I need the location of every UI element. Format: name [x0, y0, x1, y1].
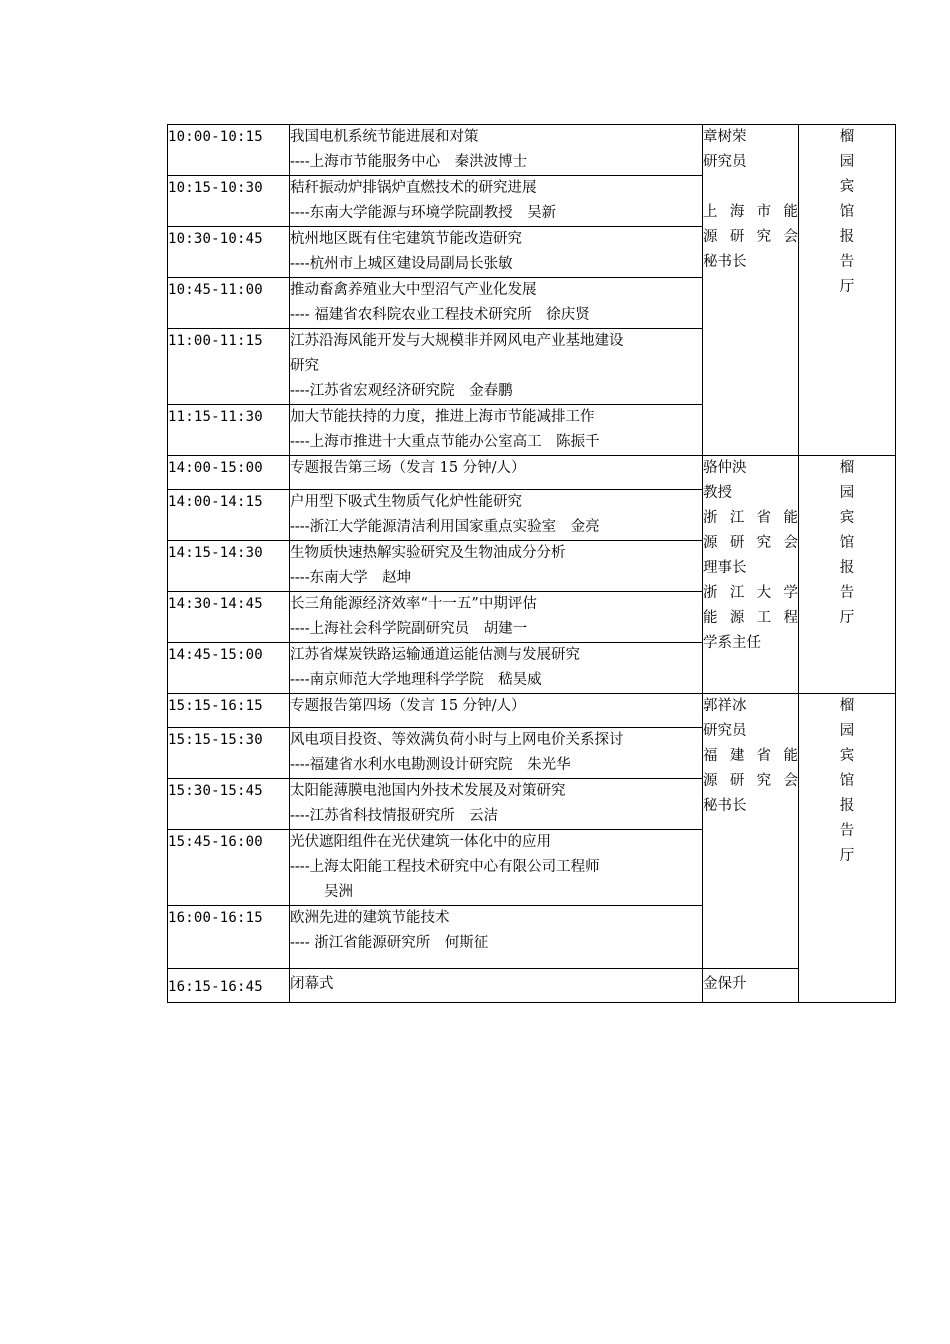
venue-char: 告	[839, 585, 855, 601]
venue-char: 榴	[839, 698, 855, 714]
talk-title: 我国电机系统节能进展和对策	[290, 129, 479, 145]
talk-title: 生物质快速热解实验研究及生物油成分分析	[290, 545, 566, 561]
venue-char: 馆	[839, 204, 855, 220]
chair-line: 浙江大学	[703, 585, 798, 601]
time-cell: 10:00-10:15	[168, 125, 290, 176]
talk-cell	[290, 125, 703, 176]
chair-line: 福建省能	[703, 748, 798, 764]
venue-char: 宾	[839, 748, 855, 764]
chair-cell	[703, 694, 799, 969]
venue-char: 厅	[839, 610, 855, 626]
schedule-table	[167, 124, 896, 1003]
talk-cell	[290, 728, 703, 779]
chair-line: 上海市能	[703, 204, 798, 220]
chair-line: 骆仲泱	[703, 460, 747, 476]
venue-cell	[799, 694, 896, 1003]
talk-speaker: ----江苏省宏观经济研究院 金春鹏	[290, 383, 513, 399]
table-row	[168, 694, 896, 728]
time-cell: 10:45-11:00	[168, 278, 290, 329]
table-row	[168, 969, 896, 1003]
talk-speaker: ----东南大学能源与环境学院副教授 吴新	[290, 205, 557, 221]
time-cell: 16:00-16:15	[168, 906, 290, 969]
venue-char: 园	[839, 485, 855, 501]
venue-char: 报	[839, 798, 855, 814]
chair-line: 金保升	[703, 976, 747, 992]
chair-line: 研究员	[703, 723, 747, 739]
venue-char: 报	[839, 560, 855, 576]
talk-speaker: ----东南大学 赵坤	[290, 570, 412, 586]
chair-line: 理事长	[703, 560, 747, 576]
talk-speaker: ----上海市推进十大重点节能办公室高工 陈振千	[290, 434, 600, 450]
talk-speaker: ----南京师范大学地理科学学院 嵇昊威	[290, 672, 542, 688]
talk-title: 秸秆振动炉排锅炉直燃技术的研究进展	[290, 180, 537, 196]
venue-char: 告	[839, 823, 855, 839]
chair-line	[703, 175, 798, 200]
venue-char: 宾	[839, 510, 855, 526]
chair-line: 源研究会	[703, 535, 798, 551]
talk-speaker: ----江苏省科技情报研究所 云洁	[290, 808, 499, 824]
time-cell: 14:15-14:30	[168, 541, 290, 592]
talk-title: 杭州地区既有住宅建筑节能改造研究	[290, 231, 522, 247]
talk-title: 长三角能源经济效率“十一五”中期评估	[290, 596, 537, 612]
talk-cell	[290, 278, 703, 329]
time-cell: 15:15-16:15	[168, 694, 290, 728]
talk-cell	[290, 830, 703, 906]
venue-char: 厅	[839, 279, 855, 295]
time-cell: 11:00-11:15	[168, 329, 290, 405]
talk-speaker: ---- 浙江省能源研究所 何斯征	[290, 935, 489, 951]
time-cell: 14:00-14:15	[168, 490, 290, 541]
chair-line: 郭祥冰	[703, 698, 747, 714]
talk-speaker: ----福建省水利水电勘测设计研究院 朱光华	[290, 757, 571, 773]
chair-cell	[703, 456, 799, 694]
talk-cell	[290, 329, 703, 405]
talk-cell	[290, 405, 703, 456]
talk-title: 加大节能扶持的力度，推进上海市节能减排工作	[290, 409, 595, 425]
venue-char: 园	[839, 154, 855, 170]
venue-char: 榴	[839, 129, 855, 145]
talk-speaker: ----上海市节能服务中心 秦洪波博士	[290, 154, 528, 170]
closing-cell	[290, 969, 703, 1003]
talk-cell	[290, 779, 703, 830]
time-cell: 14:45-15:00	[168, 643, 290, 694]
talk-title: 风电项目投资、等效满负荷小时与上网电价关系探讨	[290, 732, 624, 748]
talk-speaker: ----上海太阳能工程技术研究中心有限公司工程师	[290, 859, 600, 875]
venue-char: 厅	[839, 848, 855, 864]
talk-cell	[290, 906, 703, 969]
talk-cell	[290, 490, 703, 541]
venue-char: 报	[839, 229, 855, 245]
venue-cell	[799, 456, 896, 694]
chair-line: 章树荣	[703, 129, 747, 145]
talk-cell	[290, 643, 703, 694]
chair-line: 学系主任	[703, 635, 761, 651]
closing-chair	[703, 969, 799, 1003]
talk-speaker: ----上海社会科学院副研究员 胡建一	[290, 621, 528, 637]
talk-title: 欧洲先进的建筑节能技术	[290, 910, 450, 926]
table-row	[168, 456, 896, 490]
time-cell: 16:15-16:45	[168, 969, 290, 1003]
venue-char: 馆	[839, 773, 855, 789]
venue-char: 宾	[839, 179, 855, 195]
chair-line: 源研究会	[703, 773, 798, 789]
talk-speaker: ----杭州市上城区建设局副局长张敏	[290, 256, 513, 272]
talk-title-cont: 研究	[290, 358, 319, 374]
talk-cell	[290, 227, 703, 278]
venue-char: 榴	[839, 460, 855, 476]
session-title: 专题报告第三场（发言 15 分钟/人）	[290, 460, 526, 476]
time-cell: 14:00-15:00	[168, 456, 290, 490]
chair-line: 源研究会	[703, 229, 798, 245]
session-header	[290, 456, 703, 490]
chair-line: 能源工程	[703, 610, 798, 626]
venue-char: 园	[839, 723, 855, 739]
closing-title: 闭幕式	[290, 976, 334, 992]
time-cell: 10:30-10:45	[168, 227, 290, 278]
time-cell: 15:15-15:30	[168, 728, 290, 779]
time-cell: 11:15-11:30	[168, 405, 290, 456]
table-row	[168, 125, 896, 176]
time-cell: 10:15-10:30	[168, 176, 290, 227]
talk-cell	[290, 592, 703, 643]
chair-line: 秘书长	[703, 798, 747, 814]
talk-title: 江苏沿海风能开发与大规模非并网风电产业基地建设	[290, 333, 624, 349]
talk-speaker: ---- 福建省农科院农业工程技术研究所 徐庆贤	[290, 307, 590, 323]
talk-cell	[290, 176, 703, 227]
talk-cell	[290, 541, 703, 592]
talk-title: 江苏省煤炭铁路运输通道运能估测与发展研究	[290, 647, 580, 663]
talk-title: 推动畜禽养殖业大中型沼气产业化发展	[290, 282, 537, 298]
chair-cell	[703, 125, 799, 456]
chair-line: 秘书长	[703, 254, 747, 270]
session-title: 专题报告第四场（发言 15 分钟/人）	[290, 698, 526, 714]
time-cell: 14:30-14:45	[168, 592, 290, 643]
talk-speaker: ----浙江大学能源清洁利用国家重点实验室 金亮	[290, 519, 600, 535]
time-cell: 15:45-16:00	[168, 830, 290, 906]
chair-line: 研究员	[703, 154, 747, 170]
venue-char: 馆	[839, 535, 855, 551]
time-cell: 15:30-15:45	[168, 779, 290, 830]
venue-cell	[799, 125, 896, 456]
venue-char: 告	[839, 254, 855, 270]
talk-speaker-cont: 吴洲	[324, 884, 353, 900]
chair-line: 浙江省能	[703, 510, 798, 526]
talk-title: 太阳能薄膜电池国内外技术发展及对策研究	[290, 783, 566, 799]
chair-line: 教授	[703, 485, 732, 501]
talk-title: 光伏遮阳组件在光伏建筑一体化中的应用	[290, 834, 551, 850]
talk-title: 户用型下吸式生物质气化炉性能研究	[290, 494, 522, 510]
session-header	[290, 694, 703, 728]
